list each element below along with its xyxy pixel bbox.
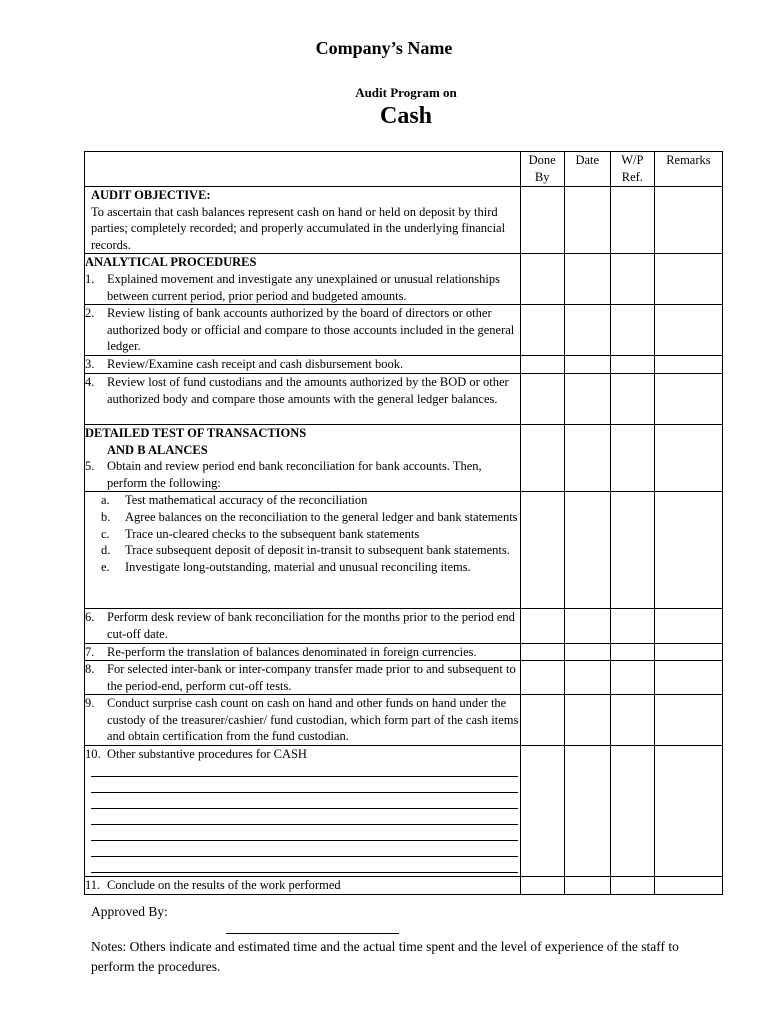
- list-item: [85, 271, 520, 304]
- remarks-cell[interactable]: [654, 305, 722, 356]
- blank-answer-line[interactable]: [91, 811, 518, 825]
- done-by-cell[interactable]: [520, 424, 564, 491]
- sub-list-item: [85, 559, 520, 576]
- item-text: Review lost of fund custodians and the amounts authorized by the BOD or other authorized body and compare those amounts with the general ledger balances.: [107, 374, 509, 406]
- remarks-cell[interactable]: [654, 877, 722, 895]
- detailed-test-title-continued: AND B ALANCES: [107, 442, 208, 457]
- blank-answer-line[interactable]: [91, 843, 518, 857]
- list-item: [85, 644, 520, 661]
- item-number: 8.: [85, 662, 95, 677]
- remarks-cell[interactable]: [654, 355, 722, 373]
- date-cell[interactable]: [564, 373, 610, 424]
- detailed-test-title: DETAILED TEST OF TRANSACTIONS: [85, 425, 307, 440]
- wp-ref-cell[interactable]: [610, 661, 654, 695]
- item-number: 2.: [85, 306, 95, 321]
- done-by-cell[interactable]: [520, 643, 564, 661]
- done-by-cell[interactable]: [520, 877, 564, 895]
- program-subject: Cash: [379, 103, 433, 129]
- item-text: Review listing of bank accounts authorized by the board of directors or other authorized body or official and compare to those accounts included in the general ledger.: [107, 306, 515, 354]
- done-by-cell[interactable]: [520, 746, 564, 877]
- audit-objective-text: To ascertain that cash balances represent cash on hand or held on deposit by third parties; completely recorded; and properly accumulated in the underlying financial records.: [91, 204, 506, 252]
- list-item: [85, 661, 520, 694]
- item-text: Review/Examine cash receipt and cash disbursement book.: [107, 356, 404, 371]
- sub-item-letter: d.: [101, 543, 111, 558]
- done-by-column-header: Done By: [520, 152, 564, 187]
- procedure-column-header: [85, 152, 521, 187]
- date-cell[interactable]: [564, 492, 610, 609]
- audit-objective-title: AUDIT OBJECTIVE:: [91, 188, 211, 202]
- signature-line[interactable]: [226, 933, 399, 934]
- wp-ref-cell[interactable]: [610, 695, 654, 746]
- table-row: [85, 424, 723, 491]
- list-item: [85, 374, 520, 407]
- sub-item-letter: c.: [101, 526, 110, 541]
- list-item: [85, 458, 520, 491]
- item-text: Perform desk review of bank reconciliation for the months prior to the period end cut-off date.: [107, 610, 515, 641]
- item-text: For selected inter-bank or inter-company transfer made prior to and subsequent to the period-end, perform cut-off tests.: [107, 662, 516, 693]
- table-row: [85, 373, 723, 424]
- item-number: 9.: [85, 696, 95, 711]
- remarks-column-header: Remarks: [654, 152, 722, 187]
- wp-ref-cell[interactable]: [610, 643, 654, 661]
- table-row: [85, 661, 723, 695]
- table-row: [85, 355, 723, 373]
- remarks-cell[interactable]: [654, 254, 722, 305]
- item-number: 10.: [85, 747, 101, 762]
- wp-ref-cell[interactable]: [610, 254, 654, 305]
- item-text: Explained movement and investigate any unexplained or unusual relationships between current period, prior period and budgeted amounts.: [107, 271, 500, 303]
- date-cell[interactable]: [564, 424, 610, 491]
- item-text: Other substantive procedures for CASH: [107, 747, 307, 762]
- blank-answer-line[interactable]: [91, 827, 518, 841]
- item-text: Obtain and review period end bank reconciliation for bank accounts. Then, perform the following:: [107, 459, 482, 490]
- audit-program-table: [84, 151, 723, 895]
- table-row: [85, 609, 723, 643]
- blank-answer-line[interactable]: [91, 779, 518, 793]
- table-row: [85, 492, 723, 609]
- wp-ref-cell[interactable]: [610, 492, 654, 609]
- done-by-cell[interactable]: [520, 492, 564, 609]
- done-by-cell[interactable]: [520, 661, 564, 695]
- analytical-procedures-title: ANALYTICAL PROCEDURES: [85, 255, 257, 270]
- date-cell[interactable]: [564, 609, 610, 643]
- sub-item-text: Agree balances on the reconciliation to the general ledger and bank statements: [125, 509, 518, 524]
- remarks-cell[interactable]: [654, 187, 722, 254]
- list-item: [85, 609, 520, 642]
- remarks-cell[interactable]: [654, 643, 722, 661]
- date-cell[interactable]: [564, 187, 610, 254]
- item-number: 4.: [85, 374, 95, 389]
- list-item: [85, 877, 520, 894]
- item-number: 1.: [85, 271, 95, 286]
- wp-ref-cell[interactable]: [610, 609, 654, 643]
- blank-answer-line[interactable]: [91, 795, 518, 809]
- wp-ref-cell[interactable]: [610, 373, 654, 424]
- list-item: [85, 695, 520, 745]
- date-column-header: Date: [564, 152, 610, 187]
- sub-list-item: [85, 526, 520, 543]
- sub-item-text: Trace un-cleared checks to the subsequent bank statements: [125, 526, 420, 541]
- sub-list-item: [85, 509, 520, 526]
- wp-ref-cell[interactable]: [610, 746, 654, 877]
- item-number: 3.: [85, 356, 95, 371]
- sub-item-text: Investigate long-outstanding, material and unusual reconciling items.: [125, 559, 471, 574]
- table-header-row: [85, 152, 723, 187]
- date-cell[interactable]: [564, 355, 610, 373]
- done-by-cell[interactable]: [520, 373, 564, 424]
- table-row: [85, 643, 723, 661]
- sub-item-text: Test mathematical accuracy of the reconciliation: [125, 493, 368, 508]
- sub-list-item: [85, 492, 520, 509]
- blank-answer-line[interactable]: [91, 763, 518, 777]
- date-cell[interactable]: [564, 643, 610, 661]
- item-text: Conclude on the results of the work performed: [107, 878, 341, 893]
- sub-item-letter: a.: [101, 493, 110, 508]
- wp-ref-cell[interactable]: [610, 187, 654, 254]
- done-by-cell[interactable]: [520, 254, 564, 305]
- table-row: [85, 187, 723, 254]
- date-cell[interactable]: [564, 746, 610, 877]
- remarks-cell[interactable]: [654, 695, 722, 746]
- remarks-cell[interactable]: [654, 424, 722, 491]
- done-by-cell[interactable]: [520, 355, 564, 373]
- list-item: [85, 356, 520, 373]
- table-row: [85, 695, 723, 746]
- remarks-cell[interactable]: [654, 746, 722, 877]
- company-name: Company’s Name: [315, 38, 453, 58]
- date-cell[interactable]: [564, 695, 610, 746]
- sub-item-text: Trace subsequent deposit of deposit in-transit to subsequent bank statements.: [125, 543, 510, 558]
- table-row: [85, 746, 723, 877]
- item-number: 5.: [85, 459, 95, 474]
- item-number: 11.: [85, 878, 101, 893]
- wp-ref-column-header: W/P Ref.: [610, 152, 654, 187]
- date-cell[interactable]: [564, 305, 610, 356]
- item-text: Conduct surprise cash count on cash on hand and other funds on hand under the custody of the treasurer/cashier/ fund custodian, which form part of the cash items and obtain certification from the fund custodian.: [107, 696, 519, 744]
- done-by-cell[interactable]: [520, 187, 564, 254]
- sub-item-letter: e.: [101, 559, 110, 574]
- done-by-cell[interactable]: [520, 609, 564, 643]
- wp-ref-cell[interactable]: [610, 877, 654, 895]
- remarks-cell[interactable]: [654, 373, 722, 424]
- list-item: [85, 305, 520, 355]
- notes-text: Notes: Others indicate and estimated time and the actual time spent and the level of experience of the staff to perform the procedures.: [91, 939, 679, 974]
- done-by-cell[interactable]: [520, 305, 564, 356]
- remarks-cell[interactable]: [654, 609, 722, 643]
- table-row: [85, 877, 723, 895]
- wp-ref-cell[interactable]: [610, 355, 654, 373]
- item-number: 6.: [85, 610, 95, 625]
- date-cell[interactable]: [564, 661, 610, 695]
- table-row: [85, 305, 723, 356]
- item-number: 7.: [85, 644, 95, 659]
- wp-ref-cell[interactable]: [610, 305, 654, 356]
- table-row: [85, 254, 723, 305]
- date-cell[interactable]: [564, 254, 610, 305]
- blank-answer-line[interactable]: [91, 859, 518, 873]
- list-item: [85, 746, 520, 763]
- remarks-cell[interactable]: [654, 492, 722, 609]
- sub-item-letter: b.: [101, 509, 111, 524]
- program-subtitle: Audit Program on: [355, 85, 457, 100]
- wp-ref-cell[interactable]: [610, 424, 654, 491]
- remarks-cell[interactable]: [654, 661, 722, 695]
- item-text: Re-perform the translation of balances denominated in foreign currencies.: [107, 644, 477, 659]
- sub-list-item: [85, 542, 520, 559]
- done-by-cell[interactable]: [520, 695, 564, 746]
- date-cell[interactable]: [564, 877, 610, 895]
- approved-by-label: Approved By:: [91, 904, 168, 919]
